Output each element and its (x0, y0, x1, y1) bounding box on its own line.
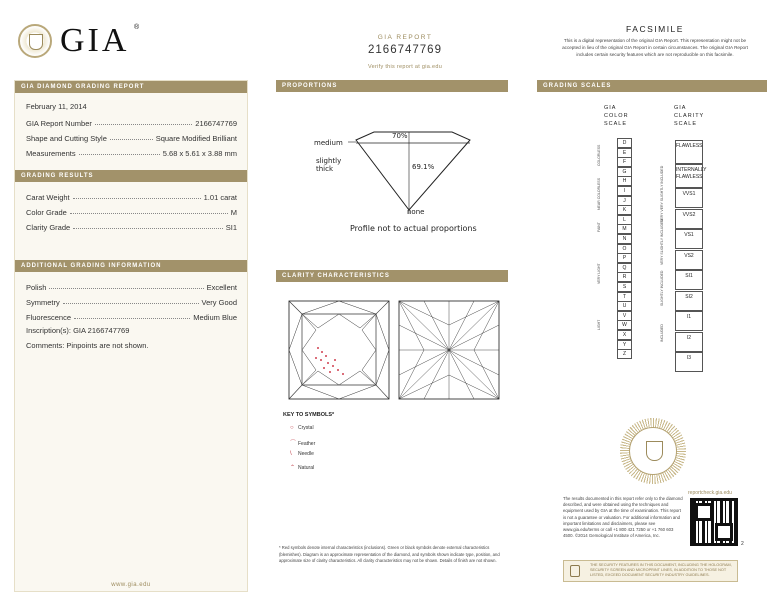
footer-url[interactable]: www.gia.edu (111, 582, 151, 588)
result-row (26, 202, 237, 217)
color-scale-cell: O (617, 244, 632, 254)
color-scale-heading (604, 104, 629, 128)
row-leader (73, 228, 223, 229)
row-value: 1.01 carat (203, 193, 237, 202)
qr-number: 2 (741, 541, 744, 547)
comments: Comments: Pinpoints are not shown. (26, 341, 149, 350)
row-leader (79, 154, 160, 155)
additional-info-section (15, 272, 247, 360)
row-value: SI1 (225, 223, 237, 232)
row-value: 5.68 x 5.61 x 3.88 mm (162, 149, 237, 158)
crystal-icon: ○ (290, 425, 294, 431)
crown-plot (288, 300, 390, 400)
key-label: Natural (298, 465, 315, 471)
heading-line: GIA (604, 105, 617, 111)
heading-line: GIA (674, 105, 687, 111)
gia-seal-logo (18, 24, 52, 58)
color-group-label: FAINT (597, 222, 601, 232)
key-crystal (290, 425, 314, 431)
clarity-group-label: INCLUDED (660, 324, 664, 342)
girdle-bottom: thick (316, 165, 334, 173)
row-value: M (230, 208, 237, 217)
report-number: 2166747769 (368, 44, 442, 56)
clarity-scale-cell: SI2 (675, 291, 703, 311)
girdle-top: medium (314, 139, 343, 147)
depth-percent: 69.1% (412, 163, 435, 171)
row-leader (70, 213, 228, 214)
color-scale-cell: P (617, 253, 632, 263)
additional-row (26, 292, 237, 307)
culet-size: none (407, 208, 425, 216)
clarity-scale-cell: FLAWLESS (675, 140, 703, 164)
clarity-scale-heading (674, 104, 704, 128)
clarity-scale-cell: I3 (675, 352, 703, 372)
qr-code-icon[interactable] (690, 498, 738, 546)
inscription: Inscription(s): GIA 2166747769 (26, 326, 130, 335)
color-scale-cell: D (617, 138, 632, 148)
row-key: Shape and Cutting Style (26, 134, 107, 143)
color-scale-cell: Z (617, 349, 632, 359)
proportions-caption: Profile not to actual proportions (350, 224, 477, 233)
key-label: Needle (298, 451, 314, 457)
color-group-label: VERY LIGHT (597, 263, 601, 284)
report-row (26, 143, 237, 158)
security-text: THE SECURITY FEATURES IN THIS DOCUMENT, INCLUDING THE HOLOGRAM, SECURITY SCREEN AND MICROPRINT LINES, IN ADDITION TO THOSE NOT LISTED, EXCEED DOCUMENT SECURITY INDUSTRY GUIDELINES. (590, 563, 732, 578)
row-value: Very Good (201, 298, 237, 307)
color-scale-cell: X (617, 330, 632, 340)
row-key: GIA Report Number (26, 119, 92, 128)
needle-icon: \ (290, 451, 292, 457)
grading-report-section (15, 93, 247, 166)
row-key: Fluorescence (26, 313, 72, 322)
proportions-title: PROPORTIONS (276, 80, 508, 92)
natural-icon: ⌃ (290, 465, 296, 471)
row-key: Clarity Grade (26, 223, 71, 232)
report-header (330, 34, 480, 70)
color-group-label: COLORLESS (597, 144, 601, 166)
gia-seal-large (620, 418, 686, 484)
color-scale-cell: M (617, 224, 632, 234)
color-scale-cell: T (617, 292, 632, 302)
row-value: Square Modified Brilliant (155, 134, 237, 143)
row-key: Color Grade (26, 208, 67, 217)
grading-scales-title: GRADING SCALES (537, 80, 767, 92)
report-row (26, 128, 237, 143)
heading-line: CLARITY (674, 113, 705, 119)
clarity-group-label: SLIGHTLY INCLUDED (660, 270, 664, 306)
color-scale-cell: N (617, 234, 632, 244)
key-natural (290, 464, 314, 471)
clarity-scale-cell: I1 (675, 311, 703, 331)
color-scale-cell: U (617, 301, 632, 311)
heading-line: SCALE (674, 121, 698, 127)
report-label: GIA REPORT (377, 34, 433, 41)
color-scale-cell: S (617, 282, 632, 292)
row-value: Medium Blue (193, 313, 237, 322)
pavilion-plot (398, 300, 500, 400)
color-scale-cell: H (617, 176, 632, 186)
gia-logo-text: GIA (60, 22, 130, 59)
girdle-mid: slightly (316, 157, 342, 165)
feather-icon: ⌒ (290, 441, 297, 447)
color-scale-cell: F (617, 157, 632, 167)
color-scale-cell: W (617, 320, 632, 330)
report-date: February 11, 2014 (26, 102, 87, 111)
color-scale-cell: G (617, 167, 632, 177)
color-group-label: NEAR COLORLESS (597, 177, 601, 210)
report-row (26, 113, 237, 128)
lock-icon (570, 565, 580, 577)
row-leader (95, 124, 192, 125)
color-scale-cell: K (617, 205, 632, 215)
color-scale-cell: L (617, 215, 632, 225)
additional-row (26, 277, 237, 292)
row-leader (110, 139, 153, 140)
clarity-group-label: VERY SLIGHTLY INCLUDED (660, 219, 664, 265)
row-leader (49, 288, 203, 289)
result-row (26, 187, 237, 202)
clarity-scale-cell: I2 (675, 332, 703, 352)
security-notice (563, 560, 738, 582)
color-scale-cell: V (617, 311, 632, 321)
row-leader (74, 318, 190, 319)
row-key: Measurements (26, 149, 76, 158)
color-scale-cell: Y (617, 340, 632, 350)
row-key: Polish (26, 283, 47, 292)
facsimile-text: This is a digital representation of the original GIA Report. This representation might not be accepted in lieu of the original GIA Report in certain circumstances. The original GIA Report includes certain security features which are not reproducible on this facsimile. (562, 38, 748, 57)
clarity-scale-cell: VS1 (675, 229, 703, 249)
row-key: Symmetry (26, 298, 60, 307)
facsimile-title: FACSIMILE (626, 24, 684, 34)
facsimile-block (560, 24, 750, 58)
result-row (26, 217, 237, 232)
row-value: 2166747769 (195, 119, 237, 128)
key-needle (290, 451, 314, 457)
clarity-scale-cell: VVS1 (675, 188, 703, 208)
reportcheck-link[interactable]: reportcheck.gia.edu (688, 490, 732, 496)
color-group-label: LIGHT (597, 319, 601, 330)
registered-mark: ® (134, 24, 140, 31)
color-scale-cell: I (617, 186, 632, 196)
heading-line: COLOR (604, 113, 629, 119)
grading-results-section (15, 182, 247, 240)
key-label: Feather (298, 441, 316, 447)
color-scale-cell: J (617, 196, 632, 206)
row-leader (73, 198, 201, 199)
clarity-group-label: VERY VERY SLIGHTLY INCLUDED (660, 165, 664, 222)
clarity-title: CLARITY CHARACTERISTICS (276, 270, 508, 282)
color-scale-cell: E (617, 148, 632, 158)
heading-line: SCALE (604, 121, 628, 127)
disclaimer: The results documented in this report refer only to the diamond described, and were obtained using the techniques and equipment used by GIA at the time of examination. This report is not a guarantee or valuation. For additional information and important limitations and disclaimers, please see www.gia.edu/terms or call +1 800 421 7250 or +1 760 603 4500. ©2014 Gemological Institute of America, Inc. (563, 496, 683, 539)
color-scale-cell: R (617, 272, 632, 282)
row-value: Excellent (206, 283, 237, 292)
clarity-scale-cell: VS2 (675, 250, 703, 270)
clarity-note: * Red symbols denote internal characteristics (inclusions). Green or black symbols denote external characteristics (blemishes). Diagram is an approximate representation of the diamond, and symbols shown indicate type, position, and approximate size of clarity characteristics. All clarity characteristics may not be shown. Details of finish are not shown. (279, 545, 500, 563)
additional-info-title: ADDITIONAL GRADING INFORMATION (15, 260, 247, 272)
clarity-scale-cell: SI1 (675, 270, 703, 290)
grading-report-title: GIA DIAMOND GRADING REPORT (15, 81, 247, 93)
color-scale-cell: Q (617, 263, 632, 273)
key-title: KEY TO SYMBOLS* (283, 412, 335, 418)
row-key: Carat Weight (26, 193, 70, 202)
left-panel (14, 80, 248, 592)
clarity-scale-cell: INTERNALLY FLAWLESS (675, 164, 703, 188)
row-leader (63, 303, 199, 304)
key-label: Crystal (298, 425, 314, 431)
additional-row (26, 307, 237, 322)
clarity-scale-cell: VVS2 (675, 209, 703, 229)
verify-link[interactable]: Verify this report at gia.edu (367, 64, 443, 70)
table-percent: 70% (392, 132, 408, 140)
grading-results-title: GRADING RESULTS (15, 170, 247, 182)
proportions-diagram (276, 96, 508, 226)
key-feather (290, 438, 315, 447)
